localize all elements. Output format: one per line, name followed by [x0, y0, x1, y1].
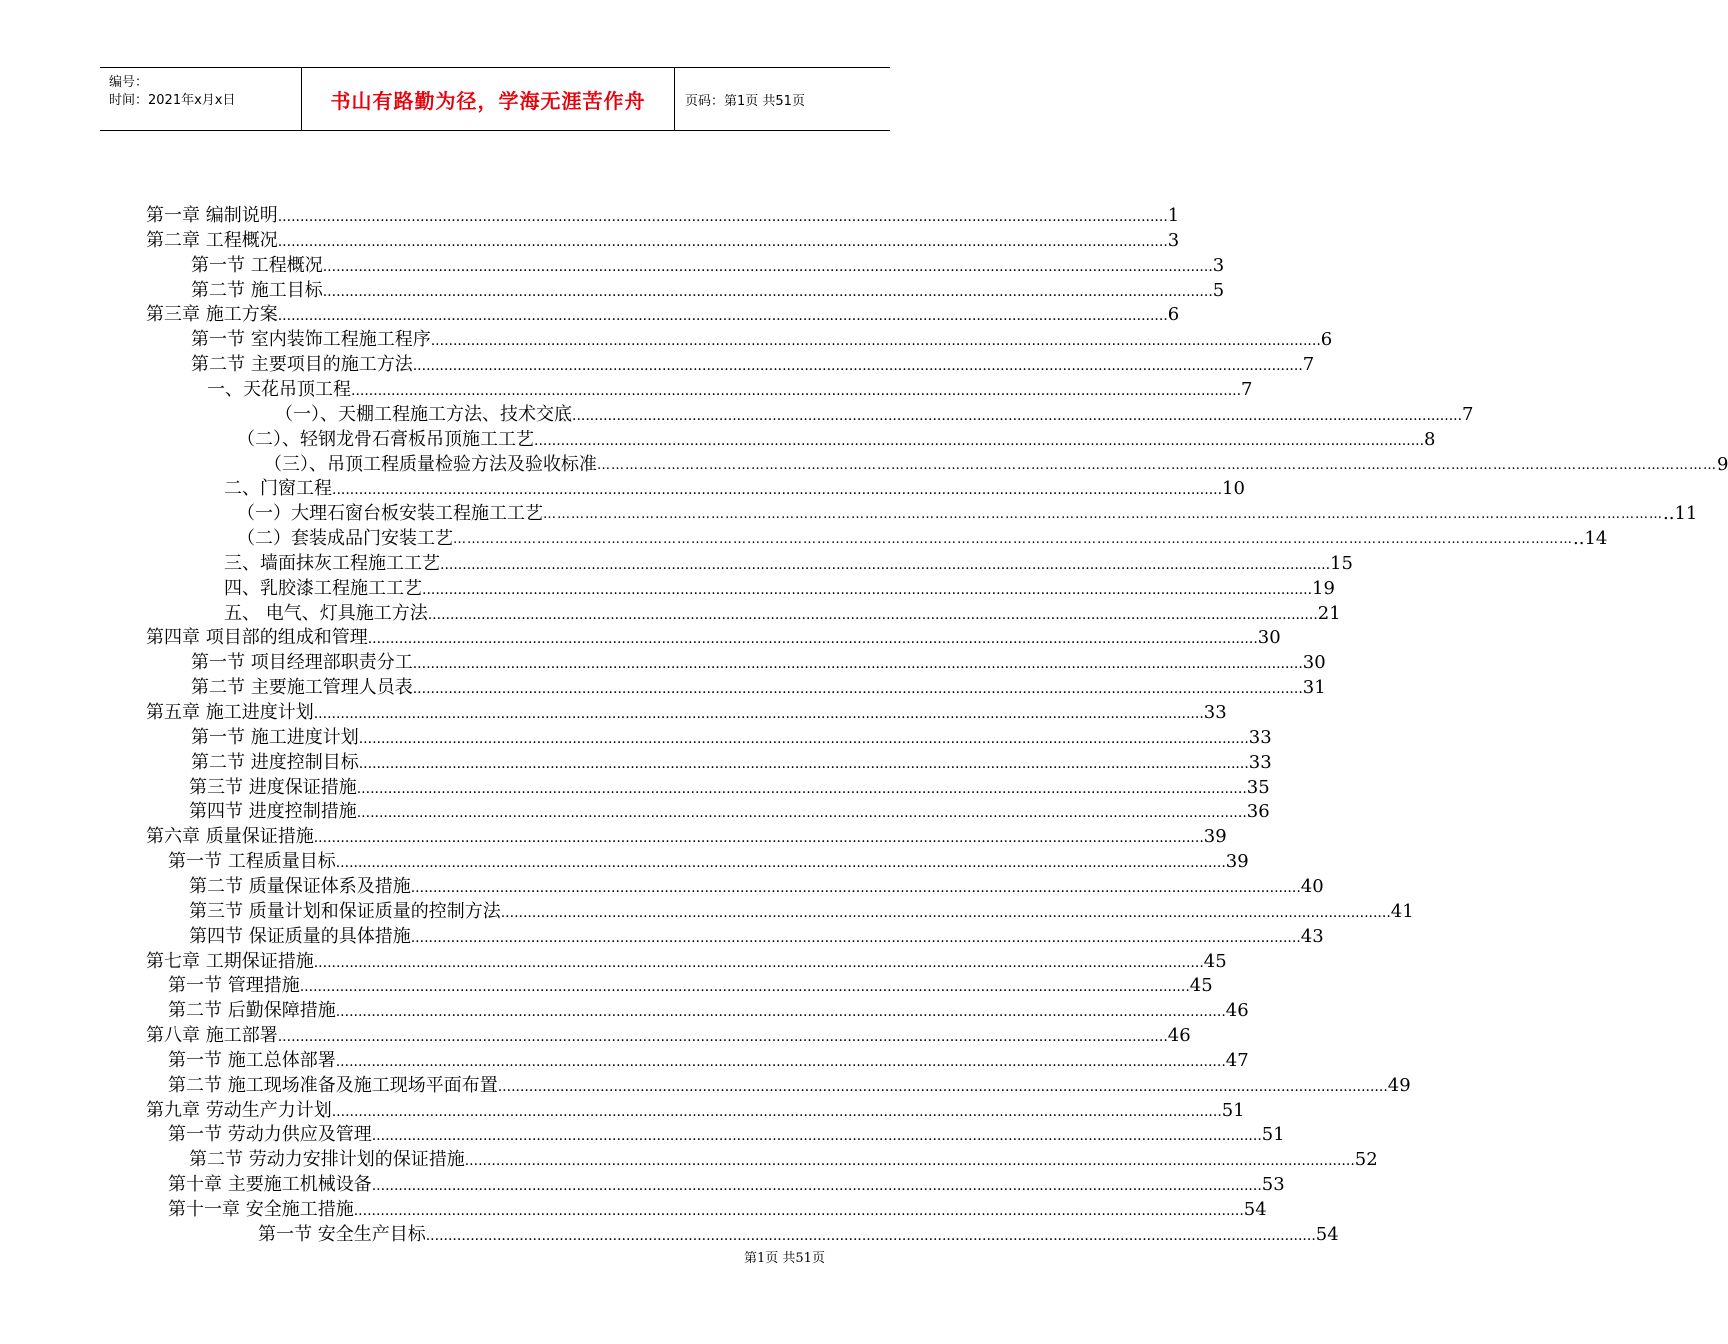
toc-entry-title: 四、乳胶漆工程施工工艺	[224, 577, 422, 599]
toc-dot-leader: ........................................................................................................................................................................................................	[425, 1227, 1316, 1244]
header-meta	[100, 68, 302, 130]
toc-entry[interactable]	[189, 775, 1270, 800]
toc-entry[interactable]	[275, 402, 1474, 427]
toc-entry-page: 8	[1424, 428, 1436, 450]
document-time-label: 时间：2021年x月x日	[109, 93, 236, 108]
toc-entry-page: 51	[1221, 1099, 1245, 1121]
toc-entry-title: 第一节 安全生产目标	[258, 1223, 426, 1245]
toc-entry-title: 第二节 主要施工管理人员表	[191, 677, 413, 699]
toc-entry[interactable]	[237, 501, 1698, 526]
toc-entry[interactable]	[258, 1222, 1339, 1247]
toc-dot-leader: ........................................................................................................................................................................................................	[313, 706, 1204, 722]
toc-entry[interactable]	[168, 1172, 1285, 1197]
toc-entry[interactable]	[168, 973, 1213, 998]
toc-entry-page: 45	[1203, 950, 1227, 972]
toc-entry[interactable]	[168, 1048, 1249, 1073]
toc-dot-leader: ........................................................................................................................................................................................................	[277, 209, 1168, 225]
toc-entry-page: 45	[1189, 975, 1213, 997]
toc-dot-leader: ........................................................................................................................................................................................................	[353, 1203, 1244, 1219]
toc-entry-page: 7	[1462, 403, 1474, 425]
toc-entry[interactable]	[264, 452, 1728, 477]
toc-dot-leader: ........................................................................................................................................................................................................	[367, 631, 1258, 648]
toc-entry-title: 第四节 进度控制措施	[189, 801, 357, 823]
toc-dot-leader: ……………………………………………………………………………………………………………………………………………………………………………………………………………………	[597, 457, 1717, 473]
toc-entry-page: 36	[1246, 801, 1270, 823]
toc-entry[interactable]	[168, 1122, 1285, 1147]
toc-entry-title: 第二节 施工目标	[191, 279, 323, 301]
toc-entry-page: 46	[1167, 1025, 1191, 1047]
toc-entry[interactable]	[191, 750, 1272, 775]
toc-entry-page: 49	[1387, 1074, 1411, 1096]
toc-entry-title: 第一节 施工进度计划	[191, 726, 359, 748]
toc-entry-page: 10	[1222, 478, 1245, 500]
toc-entry-page: 21	[1317, 602, 1341, 624]
header-motto: 书山有路勤为径，学海无涯苦作舟	[330, 88, 646, 113]
toc-entry-title: 第一章 编制说明	[146, 205, 278, 226]
toc-entry[interactable]	[146, 824, 1227, 849]
toc-entry-page: 3	[1167, 229, 1180, 251]
toc-dot-leader: ........................................................................................................................................................................................................	[371, 1128, 1262, 1145]
toc-dot-leader: ........................................................................................................................................................................................................	[412, 656, 1303, 673]
toc-entry[interactable]	[224, 576, 1335, 601]
toc-entry-title: 第十一章 安全施工措施	[168, 1199, 354, 1220]
toc-entry-page: 5	[1212, 279, 1225, 301]
toc-entry-page: 3	[1212, 254, 1225, 276]
toc-entry[interactable]	[168, 849, 1249, 874]
toc-entry-title: 第一节 工程质量目标	[168, 851, 336, 873]
toc-entry-title: 五、 电气、灯具施工方法	[224, 602, 428, 624]
toc-entry-page: 33	[1203, 702, 1227, 723]
header-motto-cell	[302, 68, 675, 130]
toc-entry-title: 第一节 室内装饰工程施工程序	[191, 329, 431, 351]
toc-entry-title: 第三章 施工方案	[146, 304, 278, 326]
toc-entry-page: 30	[1302, 652, 1326, 674]
toc-entry-title: 第十章 主要施工机械设备	[168, 1174, 372, 1196]
toc-entry-page: 33	[1248, 726, 1272, 748]
toc-entry[interactable]	[189, 899, 1414, 924]
toc-entry-title: （一）大理石窗台板安装工程施工工艺	[237, 503, 543, 525]
toc-entry[interactable]	[146, 1098, 1245, 1123]
toc-entry-title: 第四节 保证质量的具体措施	[189, 925, 411, 947]
toc-entry-title: 第三节 进度保证措施	[189, 776, 357, 798]
toc-entry-page: 31	[1302, 677, 1326, 699]
toc-entry-page: 19	[1312, 577, 1335, 599]
toc-entry-page: 30	[1257, 627, 1281, 649]
toc-dot-leader: ........................................................................................................................................................................................................	[410, 929, 1301, 946]
toc-entry[interactable]	[191, 675, 1326, 700]
toc-entry[interactable]	[146, 700, 1227, 725]
toc-entry-title: 第一节 劳动力供应及管理	[168, 1124, 372, 1146]
toc-dot-leader: ........................................................................................................................................................................................................	[497, 1078, 1388, 1095]
toc-entry-title: 第一节 施工总体部署	[168, 1049, 336, 1071]
toc-entry[interactable]	[191, 352, 1315, 377]
toc-dot-leader: ........................................................................................................................................................................................................	[412, 358, 1303, 375]
toc-dot-leader: ........................................................................................................................................................................................................	[322, 283, 1213, 300]
toc-entry-page: 54	[1243, 1199, 1267, 1220]
toc-entry-title: 第四章 项目部的组成和管理	[146, 627, 368, 649]
toc-entry-page: 54	[1315, 1223, 1339, 1245]
toc-dot-leader: ........................................................................................................................................................................................................	[335, 1053, 1226, 1070]
toc-entry-page: 7	[1302, 354, 1315, 376]
toc-entry-title: （二）套装成品门安装工艺	[237, 528, 453, 550]
toc-entry-page: 47	[1225, 1049, 1249, 1071]
toc-entry[interactable]	[146, 1023, 1191, 1048]
toc-dot-leader: ……………………………………………………………………………………………………………………………………………………………………………………………………………………	[453, 532, 1573, 548]
toc-entry[interactable]	[189, 799, 1270, 824]
toc-entry[interactable]	[189, 874, 1324, 899]
toc-dot-leader: ........................................................................................................................................................................................................	[412, 681, 1303, 698]
toc-entry-title: 第五章 施工进度计划	[146, 702, 314, 723]
toc-entry-title: 第三节 质量计划和保证质量的控制方法	[189, 900, 501, 922]
toc-dot-leader: ........................................................................................................................................................................................................	[313, 830, 1204, 847]
toc-entry-title: （三）、吊顶工程质量检验方法及验收标准	[264, 453, 597, 475]
toc-entry[interactable]	[146, 203, 1180, 228]
toc-dot-leader: ........................................................................................................................................................................................................	[410, 879, 1301, 896]
toc-dot-leader: ........................................................................................................................................................................................................	[351, 382, 1242, 399]
toc-dot-leader: ……………………………………………………………………………………………………………………………………………………………………………………………………………………	[543, 507, 1663, 523]
toc-entry[interactable]	[146, 949, 1227, 974]
toc-entry-page: 51	[1261, 1124, 1285, 1146]
toc-entry[interactable]	[224, 601, 1341, 626]
toc-dot-leader: ........................................................................................................................................................................................................	[313, 954, 1204, 971]
toc-entry[interactable]	[207, 377, 1253, 402]
toc-entry[interactable]	[146, 228, 1180, 253]
header-page-cell	[675, 68, 890, 130]
toc-entry-title: 三、墙面抹灰工程施工工艺	[224, 552, 440, 574]
toc-entry-title: 第六章 质量保证措施	[146, 826, 314, 848]
toc-entry[interactable]	[146, 625, 1281, 650]
toc-entry[interactable]	[191, 725, 1272, 750]
toc-entry-title: 第一节 项目经理部职责分工	[191, 652, 413, 674]
toc-dot-leader: ........................................................................................................................................................................................................	[356, 805, 1247, 822]
toc-dot-leader: ........................................................................................................................................................................................................	[356, 780, 1247, 797]
toc-entry-page: ..11	[1663, 503, 1698, 525]
toc-entry-page: 53	[1261, 1174, 1285, 1196]
toc-entry-title: 第八章 施工部署	[146, 1025, 278, 1047]
toc-entry-page: 43	[1300, 925, 1324, 947]
toc-entry[interactable]	[224, 551, 1353, 576]
toc-entry[interactable]	[168, 1073, 1411, 1098]
toc-dot-leader: ........................................................................................................................................................................................................	[422, 581, 1313, 598]
toc-entry-page: 35	[1246, 776, 1270, 798]
toc-entry-title: （二）、轻钢龙骨石膏板吊顶施工工艺	[237, 428, 534, 450]
toc-entry-page: 1	[1167, 205, 1180, 226]
toc-entry-page: 40	[1300, 875, 1324, 897]
toc-dot-leader: ........................................................................................................................................................................................................	[299, 979, 1190, 996]
toc-entry[interactable]	[191, 253, 1225, 278]
toc-entry-page: 15	[1330, 552, 1353, 574]
toc-entry-page: 7	[1241, 378, 1253, 400]
toc-dot-leader: ........................................................................................................................................................................................................	[534, 432, 1425, 449]
toc-entry-title: 第七章 工期保证措施	[146, 950, 314, 972]
page-footer: 第1页 共51页	[744, 1251, 825, 1266]
toc-dot-leader: ........................................................................................................................................................................................................	[277, 308, 1168, 325]
toc-entry-title: 第二节 主要项目的施工方法	[191, 354, 413, 376]
toc-entry-title: 第二节 后勤保障措施	[168, 1000, 336, 1022]
toc-dot-leader: ........................................................................................................................................................................................................	[332, 482, 1223, 499]
toc-entry-title: 二、门窗工程	[224, 478, 332, 500]
toc-entry[interactable]	[191, 650, 1326, 675]
toc-dot-leader: ........................................................................................................................................................................................................	[572, 407, 1463, 424]
toc-entry-title: 第二节 劳动力安排计划的保证措施	[189, 1149, 465, 1171]
toc-entry-title: 第一节 管理措施	[168, 975, 300, 997]
toc-entry-page: 41	[1390, 900, 1414, 922]
toc-entry[interactable]	[224, 476, 1245, 501]
toc-entry-title: 第九章 劳动生产力计划	[146, 1099, 332, 1121]
toc-dot-leader: ........................................................................................................................................................................................................	[427, 606, 1318, 623]
toc-entry-page: ..14	[1573, 528, 1608, 550]
header-page-info: 页码：第1页 共51页	[685, 93, 805, 109]
toc-dot-leader: ........................................................................................................................................................................................................	[331, 1103, 1222, 1120]
toc-entry[interactable]	[237, 526, 1608, 551]
toc-entry-title: 第二节 施工现场准备及施工现场平面布置	[168, 1074, 498, 1096]
toc-entry-page: 39	[1225, 851, 1249, 873]
toc-dot-leader: ........................................................................................................................................................................................................	[430, 333, 1321, 350]
toc-entry-title: （一）、天棚工程施工方法、技术交底	[275, 403, 572, 425]
toc-dot-leader: ........................................................................................................................................................................................................	[335, 1004, 1226, 1021]
toc-dot-leader: ........................................................................................................................................................................................................	[358, 755, 1249, 772]
toc-entry[interactable]	[191, 278, 1225, 303]
toc-dot-leader: ........................................................................................................................................................................................................	[322, 258, 1213, 275]
toc-entry[interactable]	[189, 1147, 1378, 1172]
toc-dot-leader: ........................................................................................................................................................................................................	[335, 855, 1226, 872]
toc-entry-page: 9	[1717, 453, 1728, 475]
toc-dot-leader: ........................................................................................................................................................................................................	[277, 233, 1168, 250]
toc-entry-title: 第二节 质量保证体系及措施	[189, 875, 411, 897]
toc-entry-title: 第一节 工程概况	[191, 254, 323, 276]
toc-entry[interactable]	[237, 427, 1436, 452]
toc-dot-leader: ........................................................................................................................................................................................................	[371, 1178, 1262, 1195]
toc-entry[interactable]	[146, 302, 1180, 327]
toc-entry[interactable]	[191, 327, 1333, 352]
toc-entry-page: 39	[1203, 826, 1227, 848]
toc-dot-leader: ........................................................................................................................................................................................................	[464, 1153, 1355, 1170]
toc-entry[interactable]	[168, 998, 1249, 1023]
toc-entry-title: 第二节 进度控制目标	[191, 751, 359, 773]
toc-dot-leader: ........................................................................................................................................................................................................	[440, 556, 1331, 573]
toc-entry-page: 6	[1320, 329, 1333, 351]
toc-entry-page: 6	[1167, 304, 1180, 326]
toc-entry[interactable]	[189, 924, 1324, 949]
toc-entry-title: 一、天花吊顶工程	[207, 378, 351, 400]
toc-entry-page: 52	[1354, 1149, 1378, 1171]
toc-dot-leader: ........................................................................................................................................................................................................	[277, 1029, 1168, 1046]
toc-entry-title: 第二章 工程概况	[146, 229, 278, 251]
toc-dot-leader: ........................................................................................................................................................................................................	[500, 904, 1391, 921]
toc-entry[interactable]	[168, 1197, 1267, 1222]
page-header	[100, 67, 890, 131]
document-number-label: 编号：	[109, 75, 149, 90]
toc-entry-page: 46	[1225, 1000, 1249, 1022]
toc-entry-page: 33	[1248, 751, 1272, 773]
toc-dot-leader: ........................................................................................................................................................................................................	[358, 730, 1249, 747]
